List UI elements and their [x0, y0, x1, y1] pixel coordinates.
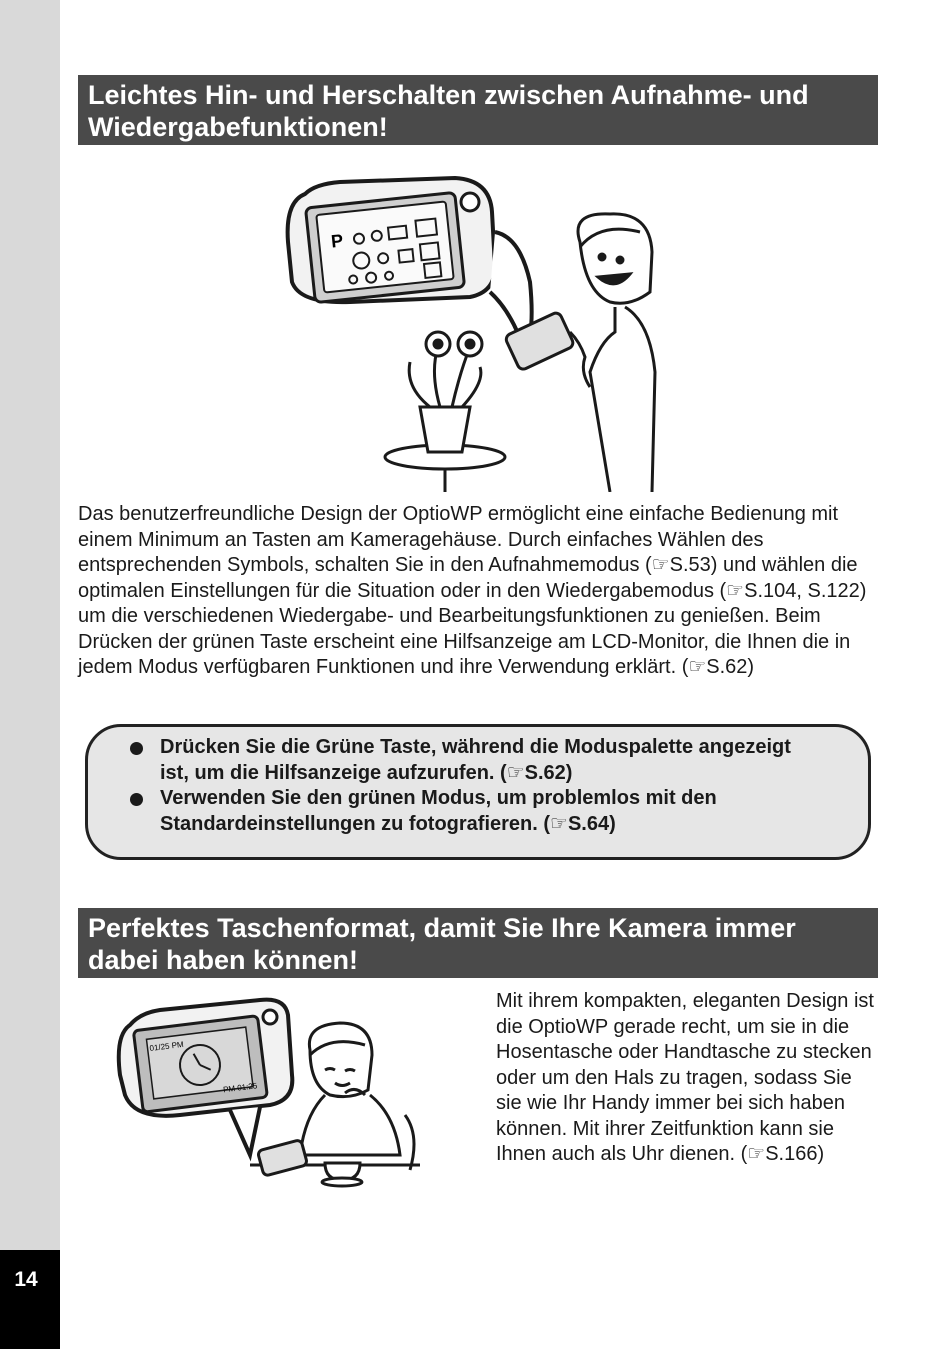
side-strip: [0, 0, 60, 1349]
tip-text: Drücken Sie die Grüne Taste, während die Moduspalette angezeigt ist, um die Hilfsanzeige aufzurufen. (☞S.62): [160, 736, 791, 784]
intro-paragraph-2: Mit ihrem kompakten, eleganten Design ist die OptioWP gerade recht, um sie in die Hosentasche oder Handtasche zu stecken oder um den Hals zu tragen, sodass Sie sie wie Ihr Handy immer bei sich haben können. Mit ihrer Zeitfunktion kann sie Ihnen auch als Uhr dienen. (☞S.166): [496, 990, 874, 1165]
tip-text: Verwenden Sie den grünen Modus, um problemlos mit den Standardeinstellungen zu fotografieren. (☞S.64): [160, 787, 717, 835]
woman-figure: [504, 214, 655, 492]
page-number-box: [0, 1250, 60, 1349]
camera-button: [461, 193, 479, 211]
tip-item: [130, 735, 810, 786]
section-title-2: Perfektes Taschenformat, damit Sie Ihre Kamera immer dabei haben können!: [78, 908, 878, 978]
bullet-icon: [130, 742, 143, 755]
camera-mode-illustration: [280, 172, 720, 492]
camera-button: [263, 1010, 277, 1024]
lcd-mode-label: P: [330, 230, 345, 252]
tip-box: [85, 724, 871, 860]
flower-pot: [385, 332, 505, 492]
tip-item: [130, 786, 810, 837]
tip-list: [130, 735, 810, 837]
section-title-1: Leichtes Hin- und Herschalten zwischen Aufnahme- und Wiedergabefunktionen!: [78, 75, 878, 145]
page-number: 14: [14, 1268, 38, 1291]
bullet-icon: [130, 793, 143, 806]
clock-top-readout: 01/25 PM: [149, 1039, 185, 1053]
clock-mode-illustration: [110, 995, 440, 1215]
intro-paragraph-1: Das benutzerfreundliche Design der OptioWP ermöglicht eine einfache Bedienung mit einem Minimum an Tasten am Kameragehäuse. Durch einfaches Wählen des entsprechenden Symbols, schalten Sie in den Aufnahmemodus (☞S.53) und wählen die optimalen Einstellungen für die Situation oder in den Wiedergabemodus (☞S.104, S.122) um die verschiedenen Wiedergabe- und Bearbeitungsfunktionen zu genießen. Beim Drücken der grünen Taste erscheint eine Hilfsanzeige am LCD-Monitor, die Ihnen die in jedem Modus verfügbaren Funktionen und ihre Verwendung erklärt. (☞S.62): [78, 503, 867, 678]
clock-bottom-readout: PM 01:25: [222, 1081, 258, 1095]
held-camera: [257, 1139, 307, 1176]
